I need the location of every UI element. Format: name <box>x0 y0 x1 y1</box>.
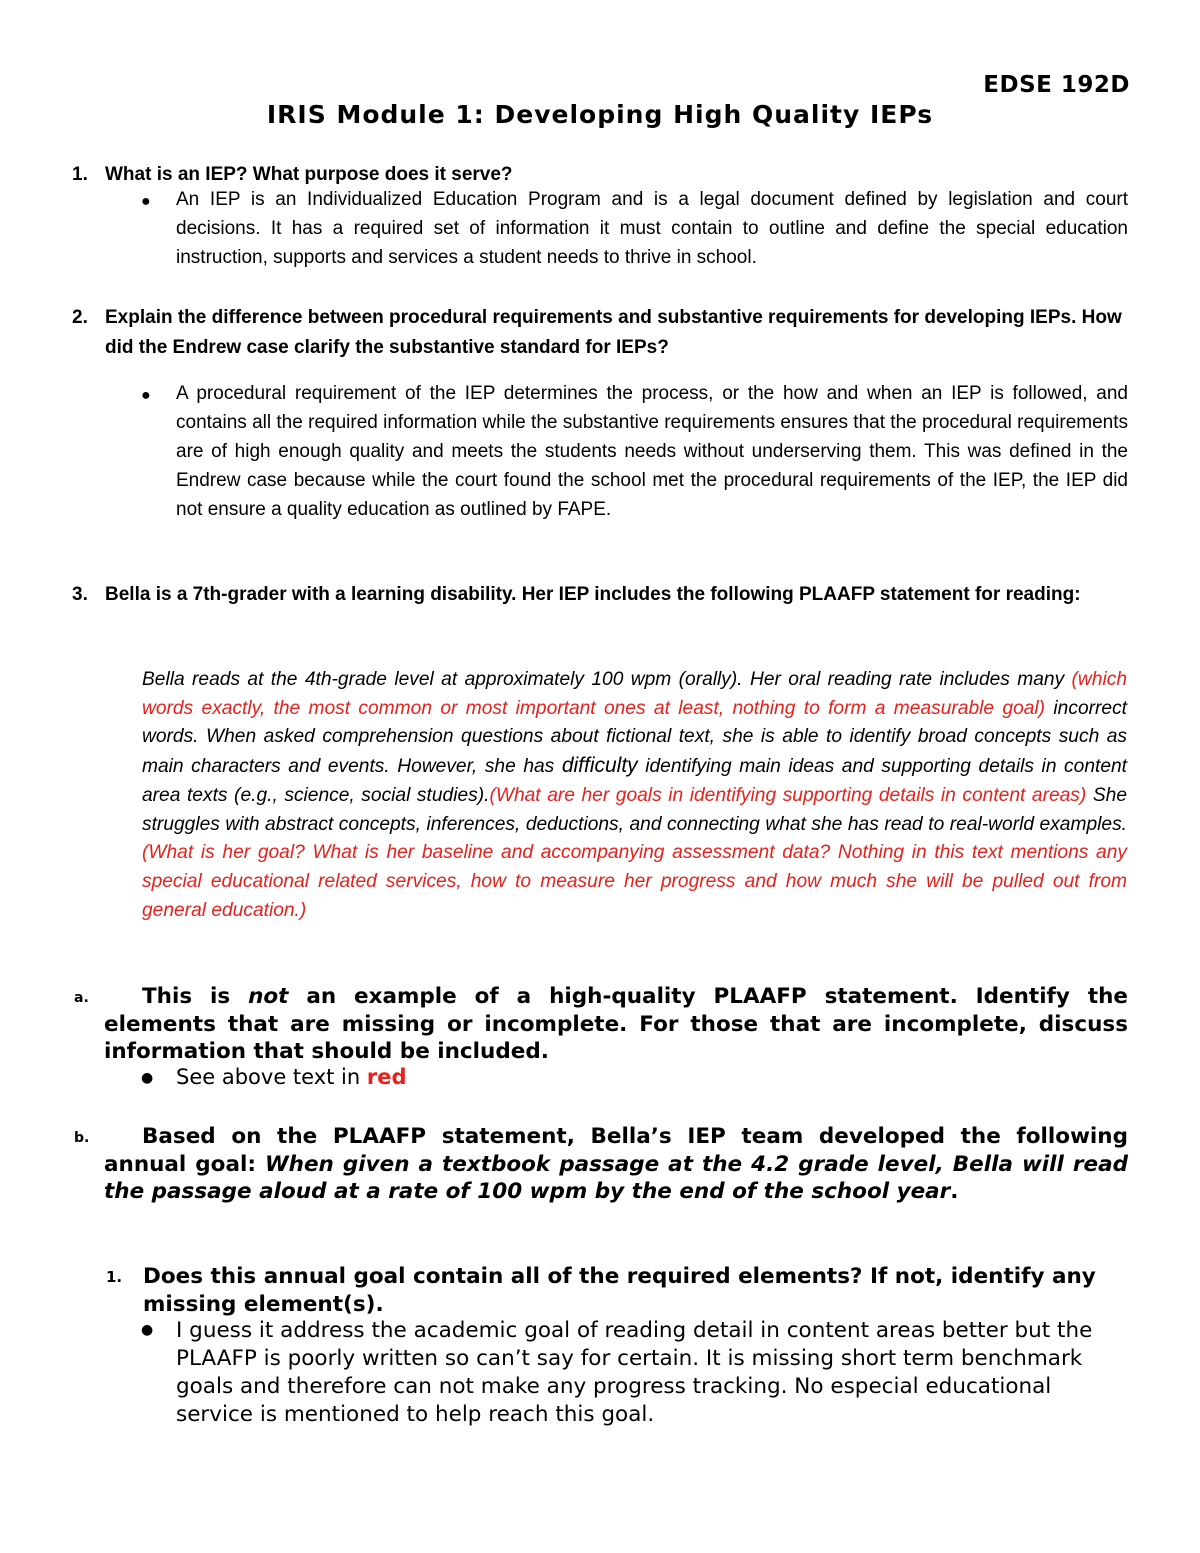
bullet-icon: ● <box>141 193 151 210</box>
part-a-question: This is not an example of a high-quality PLAAFP statement. Identify the elements that are missing or incomplete. For those that are incomplete, discuss information that should be included. <box>104 984 1128 1064</box>
plaafp-statement <box>142 666 1127 925</box>
plaafp-text: She struggles with abstract concepts, inferences, deductions, and connecting what she has read to real-world examples. <box>142 784 1128 835</box>
bullet-icon: ● <box>141 387 151 404</box>
plaafp-text: identifying main ideas and supporting details in content area texts (e.g., science, social studies). <box>142 756 1127 806</box>
course-code: EDSE 192D <box>983 72 1130 98</box>
question-1-answer: An IEP is an Individualized Education Program and is a legal document defined by legislation and court decisions. It has a required set of information it must contain to outline and define the special education instruction, supports and services a student needs to thrive in school. <box>176 189 1128 268</box>
part-b1-answer: I guess it address the academic goal of reading detail in content areas better but the PLAAFP is poorly written so can’t say for certain. It is missing short term benchmark goals and therefore can not make any progress tracking. No especial educational service is mentioned to help reach this goal. <box>176 1318 1093 1427</box>
bullet-icon: ● <box>141 1070 154 1086</box>
page-title: IRIS Module 1: Developing High Quality IEPs <box>266 100 934 129</box>
plaafp-text: incorrect words. When asked comprehension questions about fictional text, she is able to identify broad concepts such as main characters and events. However, she has <box>142 697 1127 778</box>
question-2-answer: A procedural requirement of the IEP determines the process, or the how and when an IEP is followed, and contains all the required information while the substantive requirements ensures that the procedural requirements are of high enough quality and meets the students needs without underserving them. This was defined in the Endrew case because while the court found the school met the procedural requirements of the IEP, the IEP did not ensure a quality education as outlined by FAPE. <box>176 383 1128 520</box>
plaafp-annotation: (What are her goals in identifying supporting details in content areas) <box>489 784 1087 806</box>
question-2-text: Explain the difference between procedural requirements and substantive requirements for developing IEPs. How did the Endrew case clarify the substantive standard for IEPs? <box>105 307 1122 358</box>
part-b-label: b. <box>74 1130 90 1146</box>
part-a-answer: See above text in red <box>176 1065 407 1089</box>
question-2-number: 2. <box>72 307 88 328</box>
part-a-label: a. <box>74 990 89 1006</box>
bullet-icon: ● <box>141 1322 154 1338</box>
question-3-number: 3. <box>72 584 88 605</box>
plaafp-text: Bella reads at the 4th-grade level at approximately 100 wpm (orally). Her oral reading rate includes many <box>142 669 1072 690</box>
plaafp-annotation: (which words exactly, the most common or most important ones at least, nothing to form a measurable goal) <box>142 669 1127 719</box>
part-b1-question: Does this annual goal contain all of the required elements? If not, identify any missing element(s). <box>143 1264 1096 1317</box>
question-1-text: What is an IEP? What purpose does it serve? <box>105 164 513 185</box>
question-3-text: Bella is a 7th-grader with a learning disability. Her IEP includes the following PLAAFP statement for reading: <box>105 584 1081 605</box>
part-b1-number: 1. <box>106 1268 123 1286</box>
part-b-question: Based on the PLAAFP statement, Bella’s IEP team developed the following annual goal: When given a textbook passage at the 4.2 grade level, Bella will read the passage aloud at a rate of 100 wpm by the end of the school year. <box>104 1124 1128 1204</box>
plaafp-text: difficulty <box>561 754 638 778</box>
plaafp-annotation: (What is her goal? What is her baseline and accompanying assessment data? Nothing in this text mentions any special educational related services, how to measure her progress and how much she will be pulled out from general education.) <box>142 842 1127 921</box>
question-1-number: 1. <box>72 164 88 185</box>
